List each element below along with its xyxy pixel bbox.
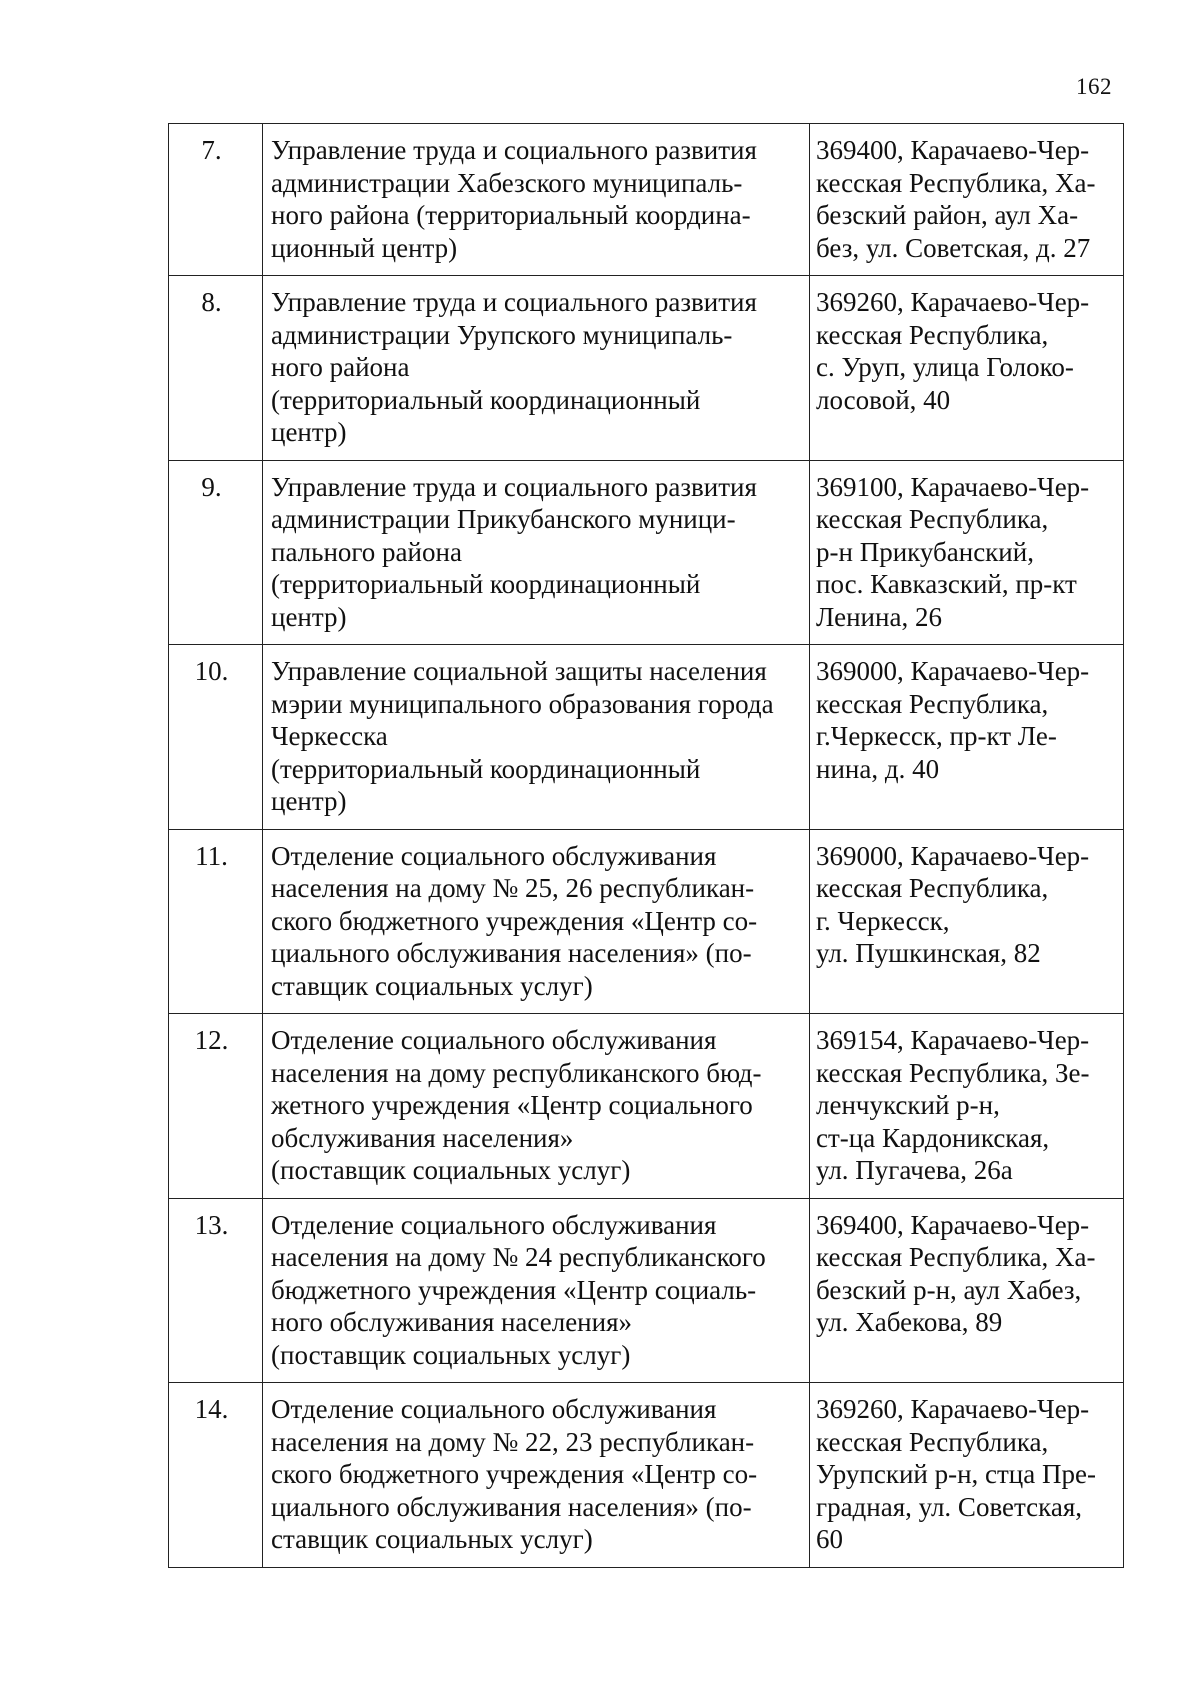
table-row	[169, 1014, 1124, 1199]
organization-address: 369154, Карачаево-Чер- кесская Республика, Зе- ленчукский р-н, ст-ца Кардоникская, ул. Пугачева, 26а	[810, 1014, 1124, 1199]
row-number: 13.	[169, 1198, 263, 1383]
organization-address: 369260, Карачаево-Чер- кесская Республика, с. Уруп, улица Голоко- лосовой, 40	[810, 276, 1124, 461]
organization-name: Управление социальной защиты населения мэрии муниципального образования города Черкесска (территориальный координационный центр)	[263, 645, 810, 830]
organization-address: 369260, Карачаево-Чер- кесская Республика, Урупский р-н, стца Пре- градная, ул. Советская, 60	[810, 1383, 1124, 1568]
organization-address: 369400, Карачаево-Чер- кесская Республика, Ха- безский район, аул Ха- без, ул. Советская, д. 27	[810, 124, 1124, 276]
table-row	[169, 1198, 1124, 1383]
table-row	[169, 829, 1124, 1014]
table-row	[169, 460, 1124, 645]
organization-address: 369000, Карачаево-Чер- кесская Республика, г.Черкесск, пр-кт Ле- нина, д. 40	[810, 645, 1124, 830]
organization-name: Отделение социального обслуживания населения на дому № 25, 26 республикан- ского бюджетного учреждения «Центр со- циального обслуживания населения» (по- ставщик социальных услуг)	[263, 829, 810, 1014]
row-number: 11.	[169, 829, 263, 1014]
table-row	[169, 124, 1124, 276]
row-number: 7.	[169, 124, 263, 276]
organization-name: Управление труда и социального развития администрации Урупского муниципаль- ного района (территориальный координационный центр)	[263, 276, 810, 461]
provider-table	[168, 123, 1124, 1568]
organization-address: 369000, Карачаево-Чер- кесская Республика, г. Черкесск, ул. Пушкинская, 82	[810, 829, 1124, 1014]
organization-address: 369100, Карачаево-Чер- кесская Республика, р-н Прикубанский, пос. Кавказский, пр-кт Ленина, 26	[810, 460, 1124, 645]
table-row	[169, 645, 1124, 830]
organization-name: Отделение социального обслуживания населения на дому № 24 республиканского бюджетного учреждения «Центр социаль- ного обслуживания населения» (поставщик социальных услуг)	[263, 1198, 810, 1383]
row-number: 12.	[169, 1014, 263, 1199]
organization-name: Отделение социального обслуживания населения на дому № 22, 23 республикан- ского бюджетного учреждения «Центр со- циального обслуживания населения» (по- ставщик социальных услуг)	[263, 1383, 810, 1568]
row-number: 9.	[169, 460, 263, 645]
organization-name: Отделение социального обслуживания населения на дому республиканского бюд- жетного учреждения «Центр социального обслуживания населения» (поставщик социальных услуг)	[263, 1014, 810, 1199]
table-row	[169, 1383, 1124, 1568]
row-number: 10.	[169, 645, 263, 830]
organization-name: Управление труда и социального развития администрации Прикубанского муници- пального района (территориальный координационный центр)	[263, 460, 810, 645]
row-number: 14.	[169, 1383, 263, 1568]
row-number: 8.	[169, 276, 263, 461]
table-row	[169, 276, 1124, 461]
organization-name: Управление труда и социального развития администрации Хабезского муниципаль- ного района (территориальный координа- ционный центр)	[263, 124, 810, 276]
organization-address: 369400, Карачаево-Чер- кесская Республика, Ха- безский р-н, аул Хабез, ул. Хабекова, 89	[810, 1198, 1124, 1383]
page-number: 162	[1076, 74, 1112, 99]
